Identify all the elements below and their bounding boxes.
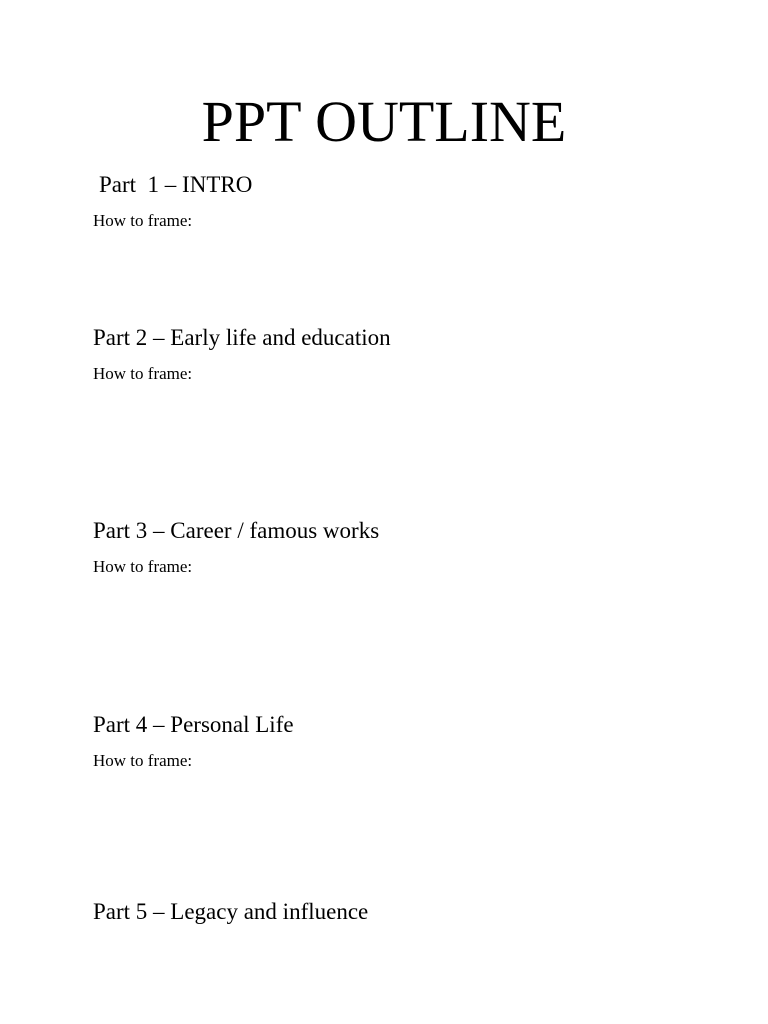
part-4-frame-label: How to frame: — [93, 751, 193, 770]
part-4-heading: Part 4 – Personal Life — [93, 712, 294, 737]
part-3-heading: Part 3 – Career / famous works — [93, 518, 380, 543]
part-1-heading: Part 1 – INTRO — [99, 172, 253, 197]
part-2-heading: Part 2 – Early life and education — [93, 325, 391, 350]
part-1-frame-label: How to frame: — [93, 211, 193, 230]
part-5-heading: Part 5 – Legacy and influence — [93, 899, 369, 924]
part-3-frame-label: How to frame: — [93, 557, 193, 576]
part-2-frame-label: How to frame: — [93, 364, 193, 383]
page-title: PPT OUTLINE — [201, 89, 567, 154]
